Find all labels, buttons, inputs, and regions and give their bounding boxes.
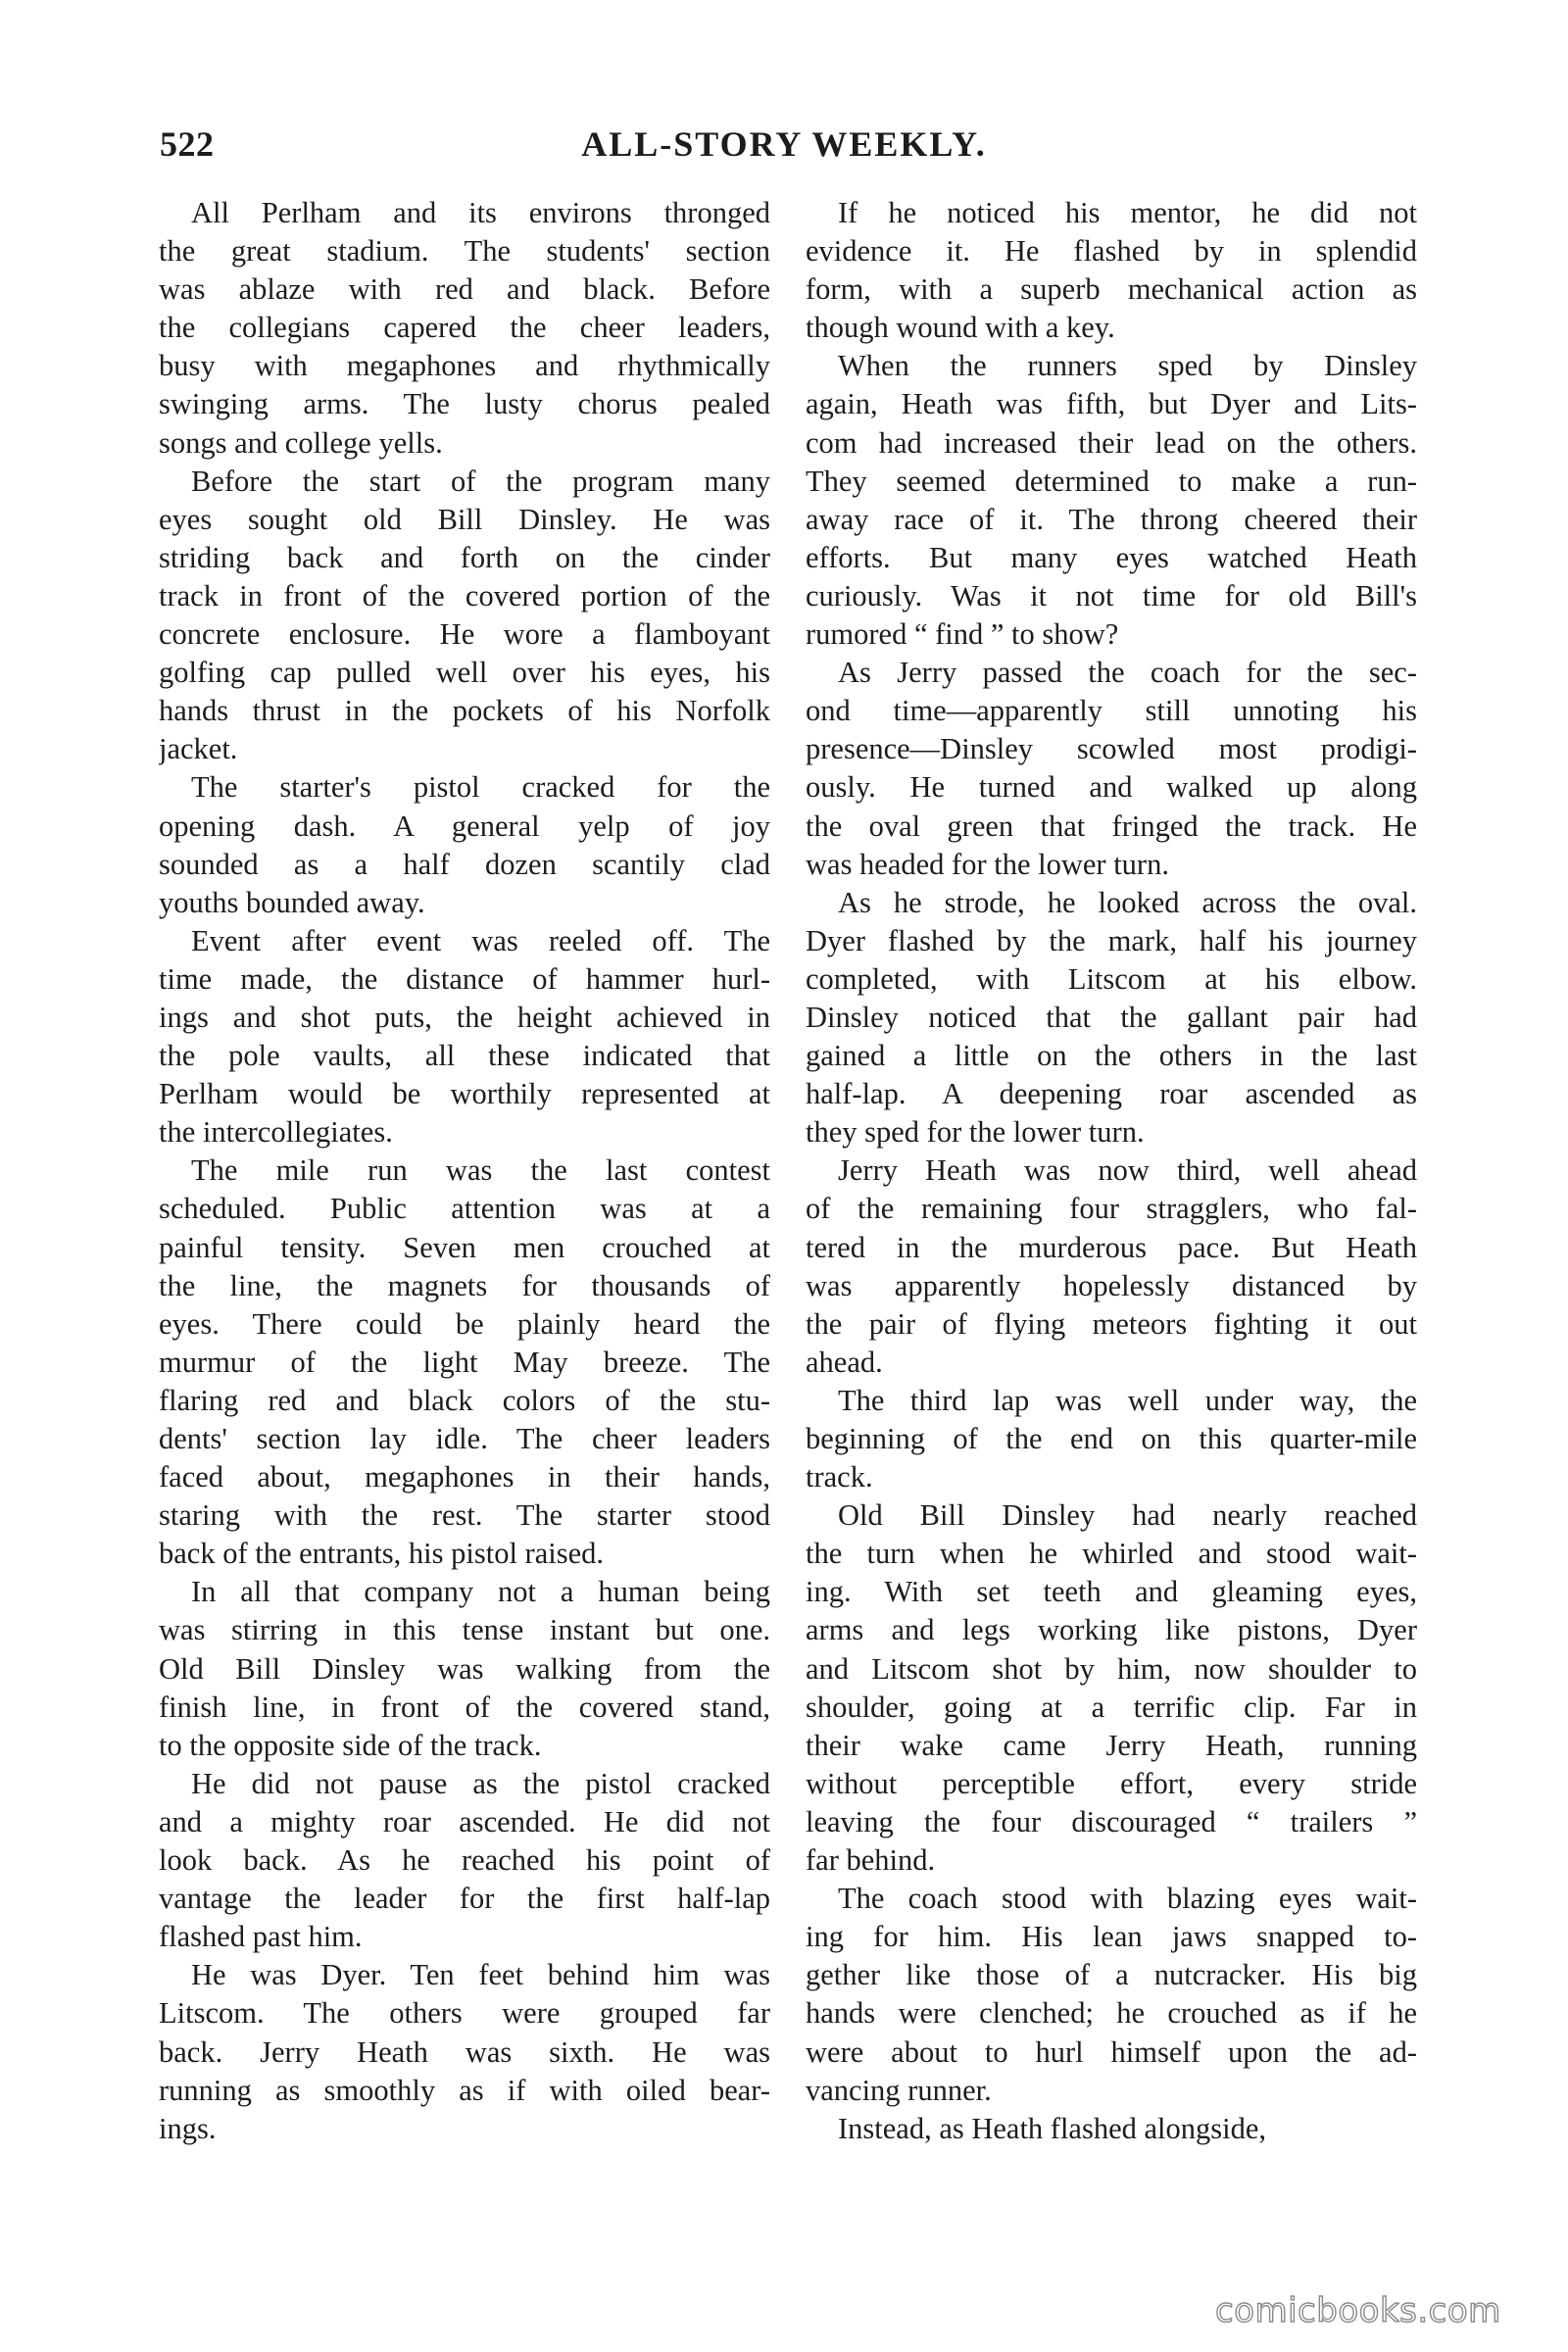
text-line: track.	[806, 1460, 873, 1494]
text-line: half-lap. A deepening roar ascended as	[806, 1077, 1417, 1111]
text-line: He did not pause as the pistol cracked	[191, 1766, 770, 1800]
text-line: track in front of the covered portion of the	[159, 578, 770, 612]
text-line: dents' section lay idle. The cheer leaders	[159, 1422, 770, 1455]
text-line: back of the entrants, his pistol raised.	[159, 1537, 605, 1571]
text-line: hands were clenched; he crouched as if he	[806, 1996, 1417, 2031]
text-line: busy with megaphones and rhythmically	[159, 349, 770, 383]
right-column	[806, 194, 1417, 2148]
text-line: presence—Dinsley scowled most prodigi-	[806, 732, 1417, 766]
text-line: opening dash. A general yelp of joy	[159, 808, 770, 843]
text-line: arms and legs working like pistons, Dyer	[806, 1613, 1417, 1647]
text-line: was headed for the lower turn.	[806, 847, 1169, 881]
text-line: was apparently hopelessly distanced by	[806, 1268, 1417, 1302]
text-line: Dyer flashed by the mark, half his journey	[806, 923, 1417, 957]
paragraph	[159, 194, 770, 463]
text-line: ously. He turned and walked up along	[806, 770, 1417, 805]
text-line: songs and college yells.	[159, 425, 443, 460]
text-line: As Jerry passed the coach for the sec-	[838, 656, 1417, 690]
text-line: gether like those of a nutcracker. His big	[806, 1958, 1417, 1992]
paragraph	[806, 347, 1417, 654]
text-line: of the remaining four stragglers, who fal-	[806, 1192, 1417, 1226]
paragraph	[806, 1880, 1417, 2110]
text-line: flaring red and black colors of the stu-	[159, 1383, 770, 1417]
text-line: ings and shot puts, the height achieved in	[159, 1000, 770, 1034]
text-line: the pole vaults, all these indicated that	[159, 1039, 770, 1073]
text-line: Before the start of the program many	[191, 464, 770, 498]
text-line: sounded as a half dozen scantily clad	[159, 847, 770, 881]
text-line: Instead, as Heath flashed alongside,	[838, 2111, 1267, 2145]
text-line: hands thrust in the pockets of his Norfolk	[159, 694, 770, 728]
text-line: Litscom. The others were grouped far	[159, 1996, 770, 2031]
text-line: the turn when he whirled and stood wait-	[806, 1537, 1417, 1571]
text-line: He was Dyer. Ten feet behind him was	[191, 1958, 770, 1992]
text-line: jacket.	[159, 732, 238, 766]
text-line: swinging arms. The lusty chorus pealed	[159, 387, 770, 421]
text-line: All Perlham and its environs thronged	[191, 196, 770, 229]
paragraph	[159, 768, 770, 921]
text-line: the collegians capered the cheer leaders,	[159, 311, 770, 345]
text-line: painful tensity. Seven men crouched at	[159, 1230, 770, 1264]
text-line: far behind.	[806, 1843, 936, 1878]
text-line: finish line, in front of the covered stand,	[159, 1690, 770, 1724]
paragraph	[806, 1152, 1417, 1382]
paragraph	[806, 2110, 1417, 2148]
text-line: striding back and forth on the cinder	[159, 540, 770, 574]
text-line: away race of it. The throng cheered their	[806, 502, 1417, 536]
text-line: Perlham would be worthily represented at	[159, 1077, 770, 1111]
text-line: youths bounded away.	[159, 885, 425, 919]
paragraph	[159, 1765, 770, 1956]
text-line: Event after event was reeled off. The	[191, 923, 770, 957]
text-line: the oval green that fringed the track. He	[806, 808, 1417, 843]
text-line: completed, with Litscom at his elbow.	[806, 961, 1417, 996]
text-line: murmur of the light May breeze. The	[159, 1345, 770, 1379]
text-line: shoulder, going at a terrific clip. Far in	[806, 1690, 1417, 1724]
text-line: was ablaze with red and black. Before	[159, 272, 770, 307]
text-line: ond time—apparently still unnoting his	[806, 694, 1417, 728]
text-line: curiously. Was it not time for old Bill's	[806, 578, 1417, 612]
text-line: they sped for the lower turn.	[806, 1115, 1145, 1150]
text-line: ing. With set teeth and gleaming eyes,	[806, 1575, 1417, 1609]
text-line: vancing runner.	[806, 2073, 992, 2107]
text-line: Jerry Heath was now third, well ahead	[838, 1153, 1417, 1188]
text-line: concrete enclosure. He wore a flamboyant	[159, 617, 770, 652]
text-line: and Litscom shot by him, now shoulder to	[806, 1651, 1417, 1686]
text-line: Dinsley noticed that the gallant pair had	[806, 1000, 1417, 1034]
text-line: When the runners sped by Dinsley	[838, 349, 1417, 383]
text-line: evidence it. He flashed by in splendid	[806, 234, 1417, 269]
text-line: the great stadium. The students' section	[159, 234, 770, 269]
text-line: ing for him. His lean jaws snapped to-	[806, 1920, 1417, 1954]
text-line: eyes sought old Bill Dinsley. He was	[159, 502, 770, 536]
text-line: The coach stood with blazing eyes wait-	[838, 1882, 1417, 1916]
text-line: As he strode, he looked across the oval.	[838, 885, 1417, 919]
text-line: In all that company not a human being	[191, 1575, 770, 1609]
text-line: look back. As he reached his point of	[159, 1843, 770, 1878]
text-line: the line, the magnets for thousands of	[159, 1268, 770, 1302]
text-line: vantage the leader for the first half-lap	[159, 1882, 770, 1916]
text-line: time made, the distance of hammer hurl-	[159, 961, 770, 996]
text-line: If he noticed his mentor, he did not	[838, 196, 1417, 229]
text-line: their wake came Jerry Heath, running	[806, 1728, 1417, 1762]
watermark-logo: comicbooks.com	[1215, 2291, 1501, 2330]
text-line: the pair of flying meteors fighting it out	[806, 1306, 1417, 1341]
text-line: though wound with a key.	[806, 311, 1115, 345]
paragraph	[806, 194, 1417, 347]
text-line: the intercollegiates.	[159, 1115, 393, 1150]
text-line: com had increased their lead on the others.	[806, 425, 1417, 460]
text-line: beginning of the end on this quarter-mile	[806, 1422, 1417, 1455]
page-number: 522	[160, 124, 215, 164]
text-line: to the opposite side of the track.	[159, 1728, 542, 1762]
text-line: were about to hurl himself upon the ad-	[806, 2034, 1417, 2069]
text-line: flashed past him.	[159, 1920, 363, 1954]
text-line: was stirring in this tense instant but one.	[159, 1613, 770, 1647]
paragraph	[806, 654, 1417, 884]
text-line: The mile run was the last contest	[191, 1153, 770, 1188]
running-head: ALL-STORY WEEKLY.	[581, 124, 987, 164]
text-line: The starter's pistol cracked for the	[191, 770, 770, 805]
text-line: eyes. There could be plainly heard the	[159, 1306, 770, 1341]
text-line: ahead.	[806, 1345, 883, 1379]
paragraph	[159, 1573, 770, 1764]
text-line: efforts. But many eyes watched Heath	[806, 540, 1417, 574]
paragraph	[159, 463, 770, 769]
text-line: rumored “ find ” to show?	[806, 617, 1119, 652]
paragraph	[159, 922, 770, 1152]
paragraph	[806, 1382, 1417, 1496]
text-line: Old Bill Dinsley had nearly reached	[838, 1498, 1417, 1533]
paragraph	[806, 884, 1417, 1152]
text-line: The third lap was well under way, the	[838, 1383, 1417, 1417]
text-line: staring with the rest. The starter stood	[159, 1498, 770, 1533]
text-line: ings.	[159, 2111, 217, 2145]
text-line: back. Jerry Heath was sixth. He was	[159, 2034, 770, 2069]
text-line: They seemed determined to make a run-	[806, 464, 1417, 498]
text-line: leaving the four discouraged “ trailers ”	[806, 1804, 1417, 1838]
paragraph	[159, 1152, 770, 1573]
text-line: running as smoothly as if with oiled bear-	[159, 2073, 770, 2107]
text-line: faced about, megaphones in their hands,	[159, 1460, 770, 1494]
text-line: and a mighty roar ascended. He did not	[159, 1804, 770, 1838]
text-line: tered in the murderous pace. But Heath	[806, 1230, 1417, 1264]
paragraph	[806, 1496, 1417, 1880]
left-column	[159, 194, 770, 2148]
text-line: scheduled. Public attention was at a	[159, 1192, 770, 1226]
text-line: without perceptible effort, every stride	[806, 1766, 1417, 1800]
text-line: Old Bill Dinsley was walking from the	[159, 1651, 770, 1686]
text-line: gained a little on the others in the last	[806, 1039, 1417, 1073]
paragraph	[159, 1956, 770, 2147]
text-line: again, Heath was fifth, but Dyer and Lits-	[806, 387, 1417, 421]
text-line: golfing cap pulled well over his eyes, his	[159, 656, 770, 690]
text-line: form, with a superb mechanical action as	[806, 272, 1417, 307]
